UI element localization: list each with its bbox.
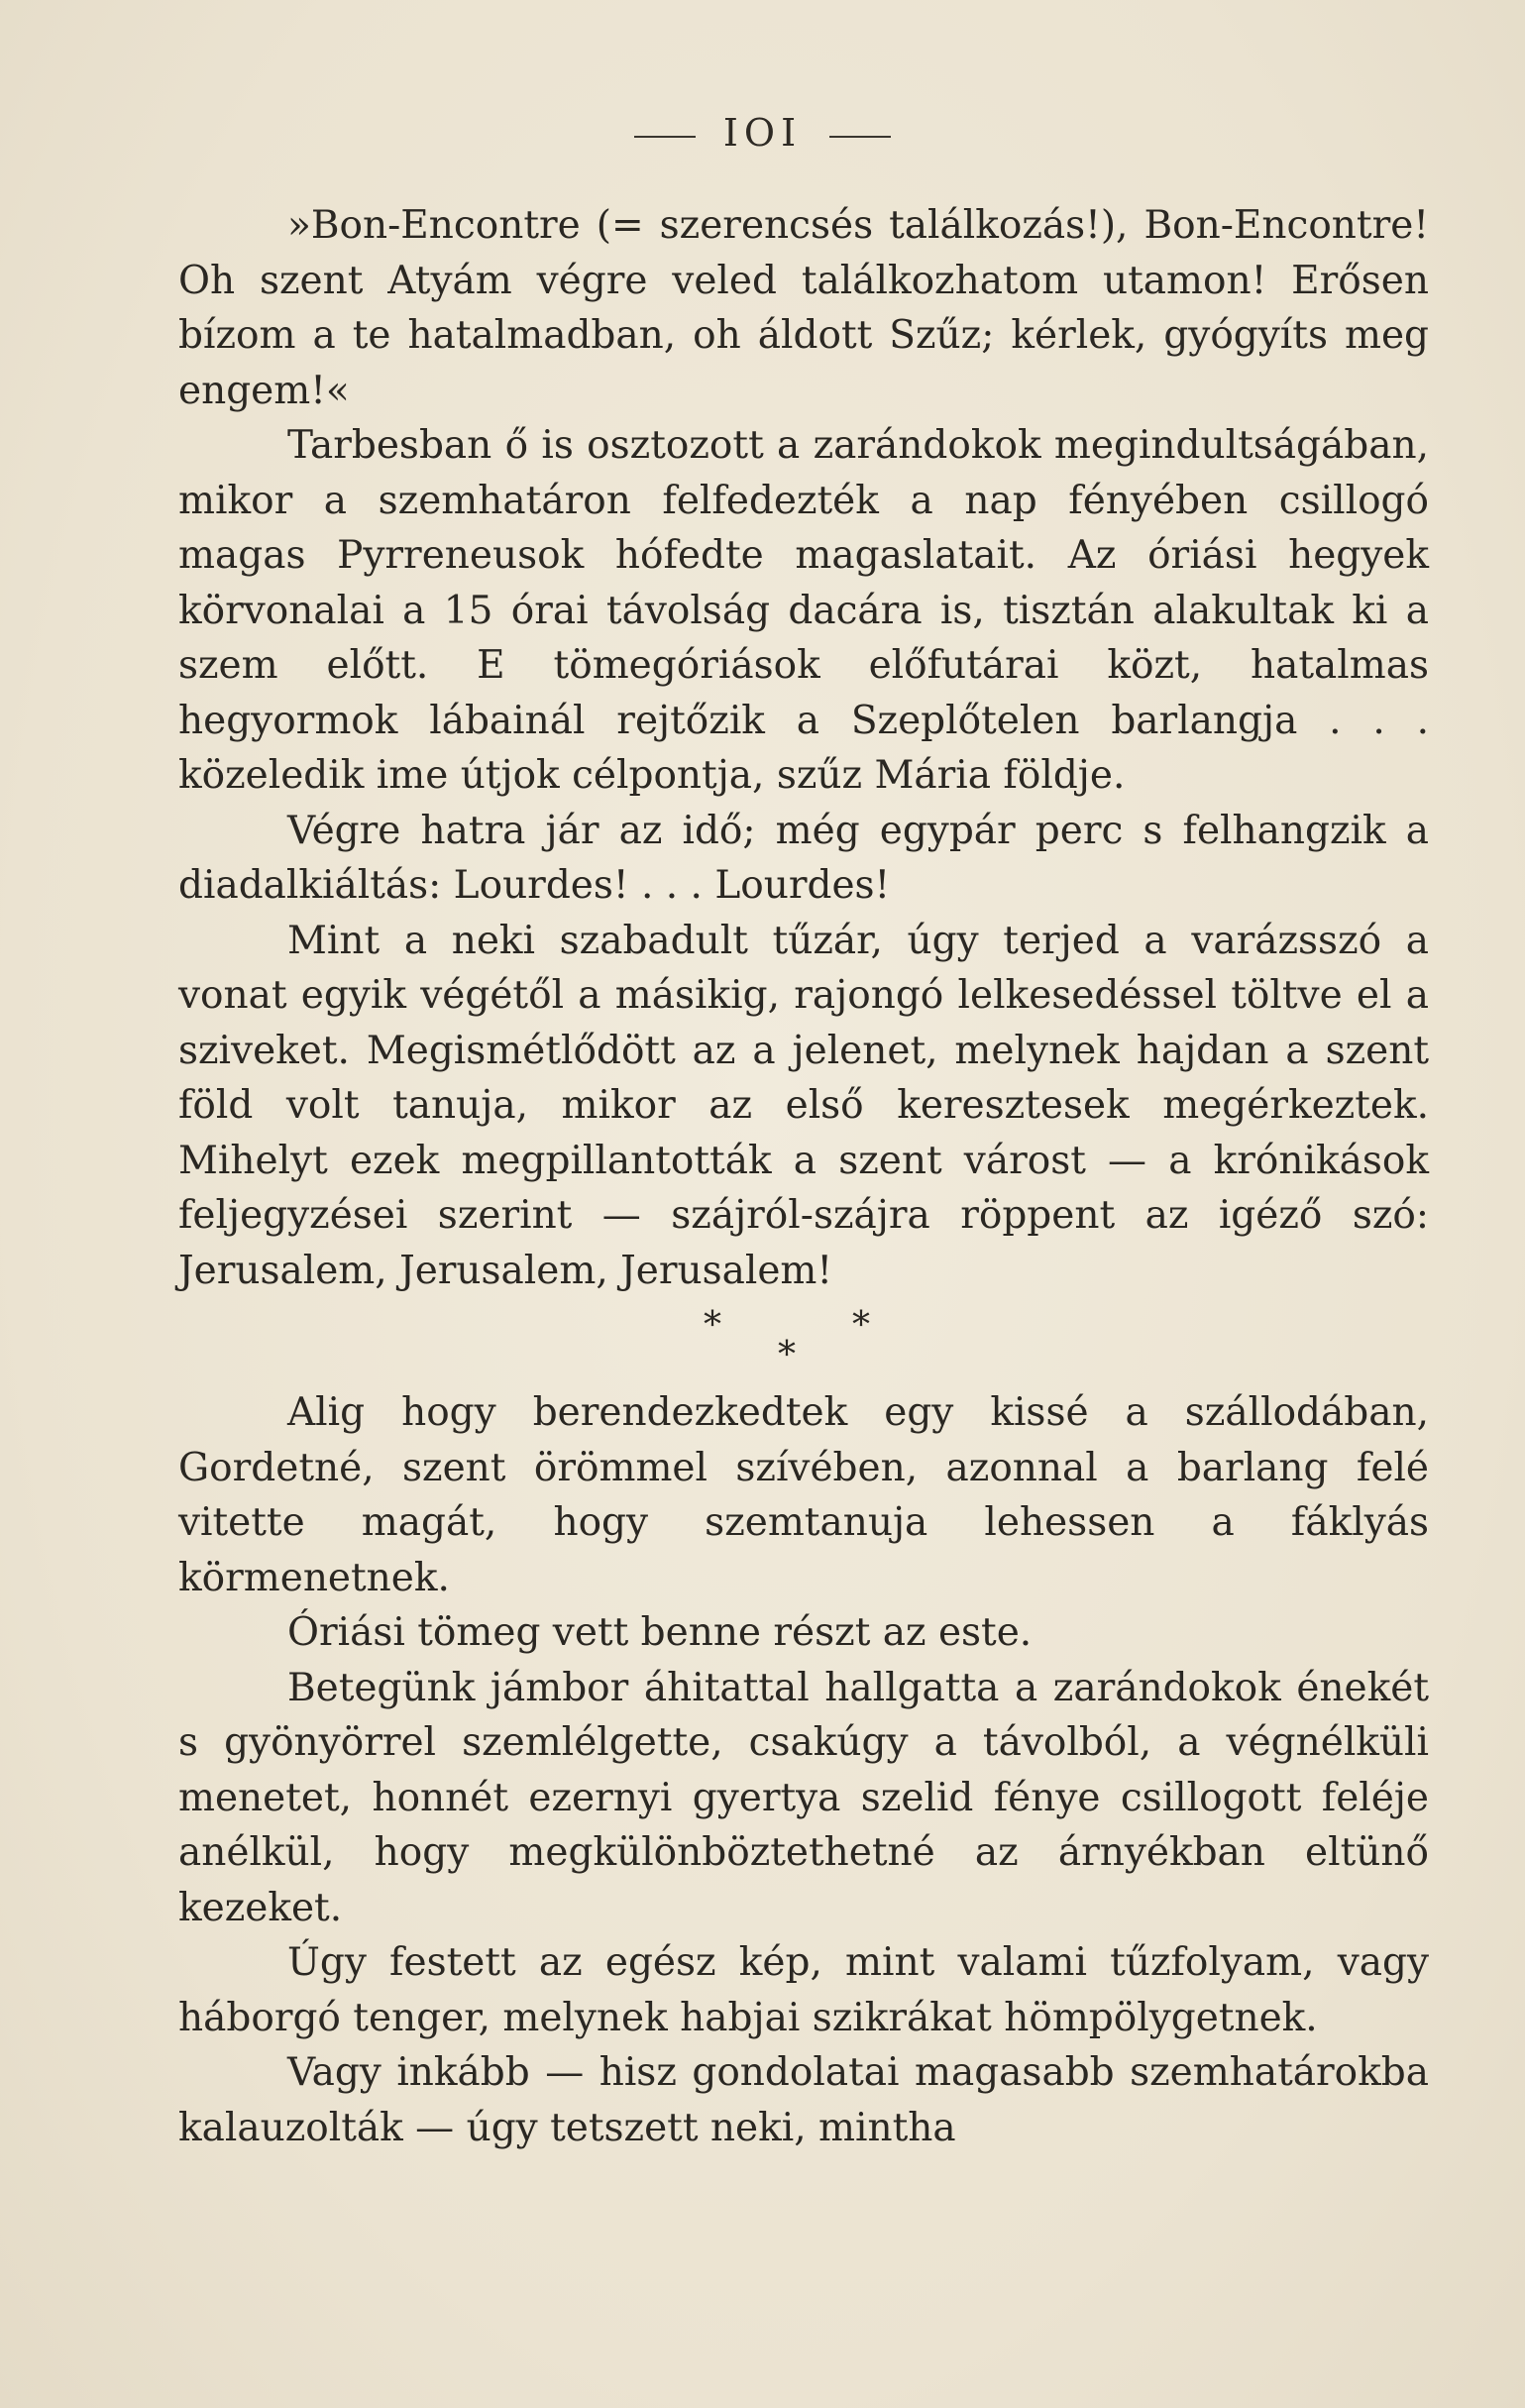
page-number-right-dash [829, 136, 891, 138]
paragraph: Óriási tömeg vett benne részt az este. [287, 1610, 1033, 1655]
page-number [0, 111, 1525, 155]
body-text [178, 198, 1429, 2155]
section-break-asterism [178, 1298, 1429, 1385]
asterisk: * [704, 1305, 721, 1346]
paragraph: »Bon-Encontre (= szerencsés találkozás!), Bon-Encontre! Oh szent Atyám végre veled találkozhatom utamon! Erősen bízom a te hatalmadban, oh áldott Szűz; kérlek, gyógyíts meg engem!« [178, 203, 1429, 413]
paragraph: Mint a neki szabadult tűzár, úgy terjed a varázsszó a vonat egyik végétől a másikig, rajongó lelkesedéssel töltve el a sziveket. Megismétlődött az a jelenet, melynek hajdan a szent föld volt tanuja, mikor az első keresztesek megérkeztek. Mihelyt ezek megpillantották a szent várost — a krónikások feljegyzései szerint — szájról-szájra röppent az igéző szó: Jerusalem, Jerusalem, Jerusalem! [178, 918, 1429, 1293]
asterisk: * [852, 1305, 870, 1346]
paragraph: Tarbesban ő is osztozott a zarándokok megindultságában, mikor a szemhatáron felfedezték a nap fényében csillogó magas Pyrreneusok hófedte magaslatait. Az óriási hegyek körvonalai a 15 órai távolság dacára is, tisztán alakultak ki a szem előtt. E tömegóriások előfutárai közt, hatalmas hegyormok lábainál rejtőzik a Szeplőtelen barlangja . . . közeledik ime útjok célpontja, szűz Mária földje. [178, 423, 1429, 798]
paragraph: Vagy inkább — hisz gondolatai magasabb szemhatárokba kalauzolták — úgy tetszett neki, mintha [178, 2050, 1429, 2150]
paragraph: Alig hogy berendezkedtek egy kissé a szállodában, Gordetné, szent örömmel szívében, azonnal a barlang felé vitette magát, hogy szemtanuja lehessen a fáklyás körmenetnek. [178, 1390, 1429, 1600]
paragraph: Végre hatra jár az idő; még egypár perc s felhangzik a diadalkiáltás: Lourdes! . . . Lourdes! [178, 808, 1429, 908]
paragraph: Úgy festett az egész kép, mint valami tűzfolyam, vagy háborgó tenger, melynek habjai szikrákat hömpölygetnek. [178, 1940, 1429, 2040]
asterisk: * [778, 1335, 796, 1375]
page-number-left-dash [634, 136, 696, 138]
paragraph: Betegünk jámbor áhitattal hallgatta a zarándokok énekét s gyönyörrel szemlélgette, csakúgy a távolból, a végnélküli menetet, honnét ezernyi gyertya szelid fénye csillogott feléje anélkül, hogy megkülönböztethetné az árnyékban eltünő kezeket. [178, 1665, 1429, 1930]
page-number-text: IOI [722, 111, 803, 155]
